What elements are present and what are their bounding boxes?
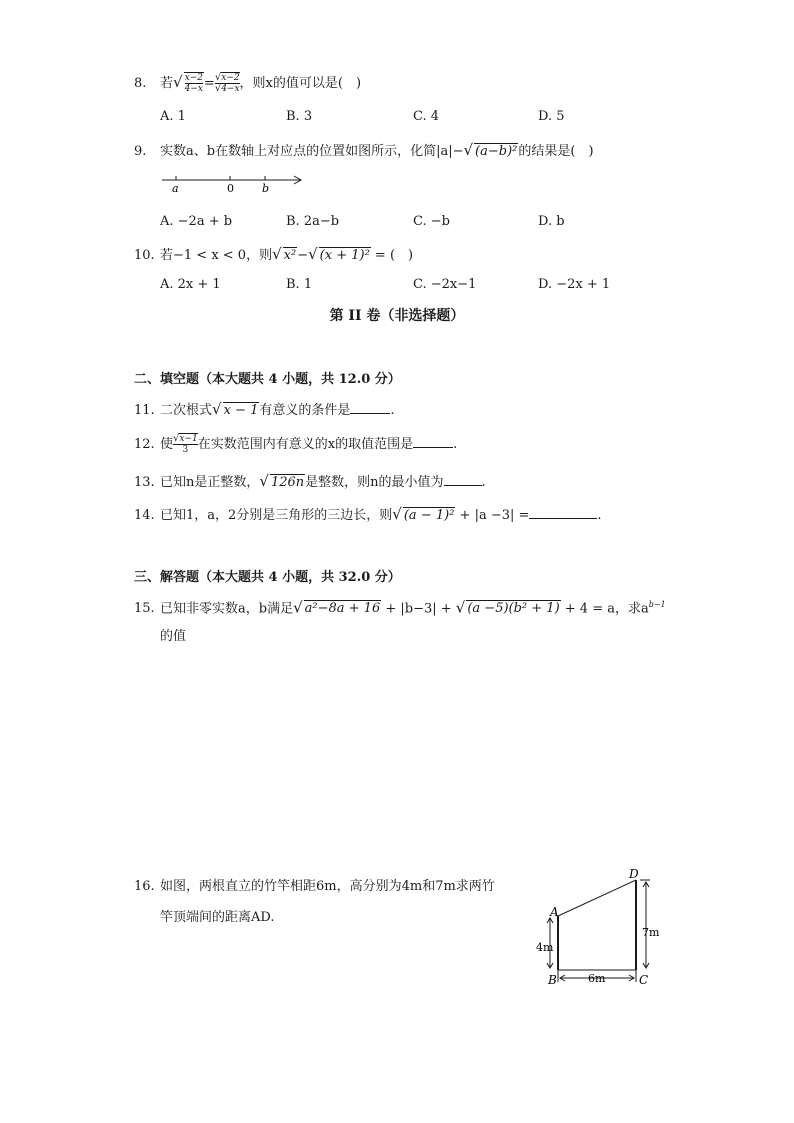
option-a[interactable]: A. 1 — [160, 109, 186, 124]
label-A: A — [550, 905, 559, 919]
question-number: 10. — [134, 248, 155, 263]
answer-blank[interactable] — [529, 504, 597, 519]
label-right-height: 7m — [642, 926, 660, 939]
option-a[interactable]: A. 2x + 1 — [160, 277, 221, 292]
option-c[interactable]: C. −b — [413, 214, 450, 229]
question-10: 10. 若−1 < x < 0，则√ x²−√ (x + 1)² = ( ) — [134, 244, 413, 266]
option-b[interactable]: B. 3 — [286, 109, 313, 124]
answer-blank[interactable] — [350, 399, 390, 414]
question-number: 11. — [134, 403, 155, 418]
number-line-figure — [158, 170, 308, 196]
question-16: 16. 如图，两根直立的竹竿相距6m，高分别为4m和7m求两竹 — [134, 877, 495, 897]
section-solve: 三、解答题（本大题共 4 小题，共 32.0 分） — [134, 570, 401, 585]
label-left-height: 4m — [536, 941, 554, 954]
question-number: 13. — [134, 475, 155, 490]
question-number: 8. — [134, 76, 147, 91]
option-b[interactable]: B. 2a−b — [286, 214, 340, 229]
label-D: D — [629, 867, 639, 881]
option-b[interactable]: B. 1 — [286, 277, 313, 292]
option-d[interactable]: D. 5 — [538, 109, 565, 124]
part-2-title: 第 II 卷（非选择题） — [329, 308, 465, 324]
label-b: b — [262, 182, 270, 195]
question-15: 15. 已知非零实数a，b满足√ a²−8a + 16 + |b−3| + √ (a −5)(b² + 1) + 4 = a，求$a^{b-1}$ — [134, 595, 666, 619]
options-10 — [160, 275, 660, 295]
answer-blank[interactable] — [413, 433, 453, 448]
label-C: C — [639, 973, 649, 987]
question-14: 14. 已知1，a，2分别是三角形的三边长，则√ (a − 1)² + |a −3| = . — [134, 504, 602, 526]
question-text: 若 — [160, 76, 174, 91]
answer-blank[interactable] — [444, 471, 482, 486]
options-9 — [160, 212, 660, 232]
question-number: 16. — [134, 879, 155, 894]
bamboo-poles-figure — [530, 864, 670, 994]
question-text: ，则x的值可以是( ) — [239, 76, 362, 91]
question-number: 15. — [134, 601, 155, 617]
label-zero: 0 — [227, 182, 234, 195]
label-B: B — [548, 973, 557, 987]
option-c[interactable]: C. −2x−1 — [413, 277, 477, 292]
question-16-line2: 竿顶端间的距离AD. — [160, 910, 275, 925]
question-9: 9. 实数a、b在数轴上对应点的位置如图所示，化简|a|−√ (a−b)²的结果是( ) — [134, 140, 594, 162]
option-c[interactable]: C. 4 — [413, 109, 440, 124]
label-a: a — [172, 182, 179, 195]
option-d[interactable]: D. −2x + 1 — [538, 277, 611, 292]
question-13: 13. 已知n是正整数，√ 126n是整数，则n的最小值为 . — [134, 471, 486, 493]
question-number: 12. — [134, 437, 155, 452]
question-8: 8. 若√ $\frac{x-2}{4-x}$ = $\frac{√x-2}{√4-x}$ ，则x的值可以是( ) — [134, 72, 362, 94]
question-number: 14. — [134, 508, 155, 523]
question-number: 9. — [134, 144, 147, 159]
label-base: 6m — [588, 972, 606, 985]
section-fill-in: 二、填空题（本大题共 4 小题，共 12.0 分） — [134, 372, 401, 387]
options-8 — [160, 107, 660, 127]
question-12: 12. 使 $\frac{√x-1}{3}$ 在实数范围内有意义的x的取值范围是 . — [134, 433, 458, 455]
option-d[interactable]: D. b — [538, 214, 565, 229]
question-11: 11. 二次根式√ x − 1有意义的条件是 . — [134, 399, 395, 421]
option-a[interactable]: A. −2a + b — [160, 214, 233, 229]
question-15-line2: 的值 — [160, 629, 187, 644]
